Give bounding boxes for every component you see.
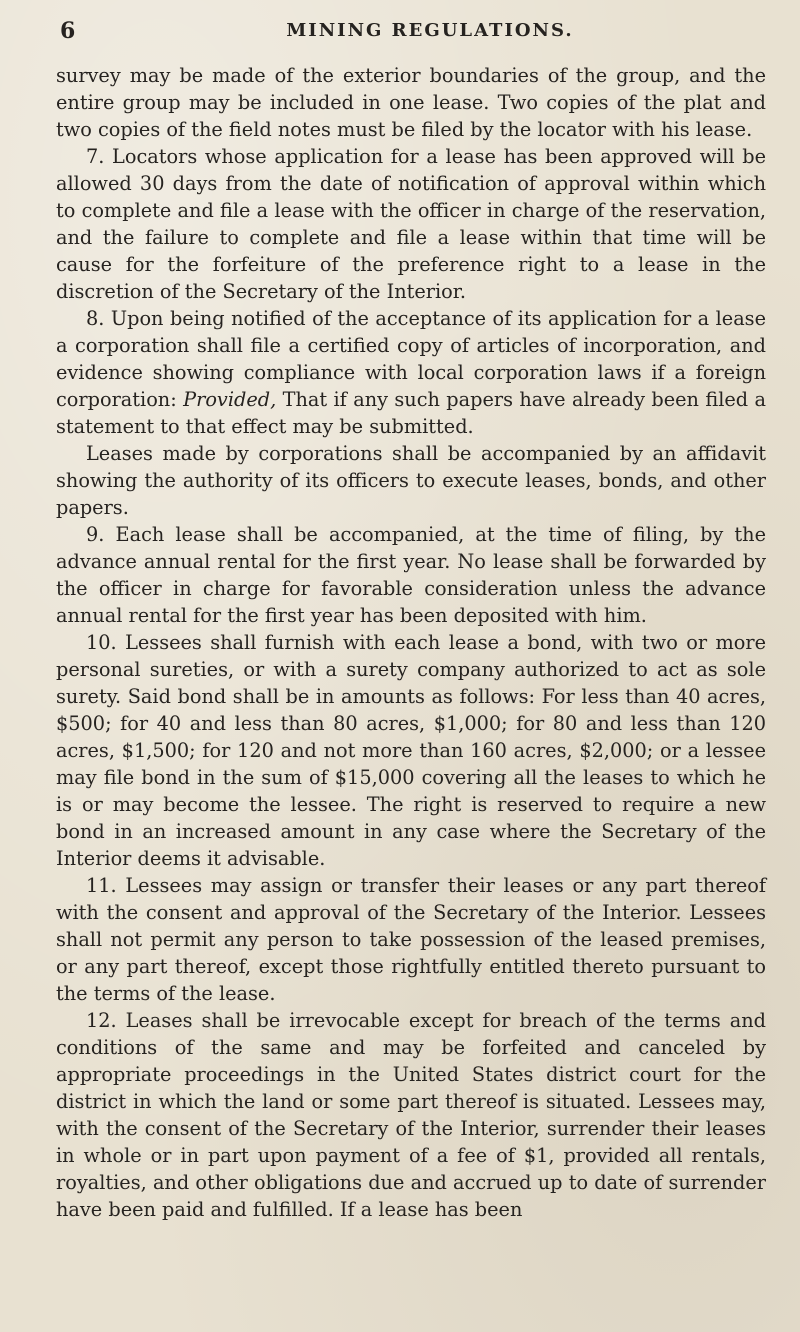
page-header [60, 18, 760, 52]
paragraph-11: 11. Lessees may assign or transfer their leases or any part thereof with the consent and approval of the Secretary of the Interior. Lessees shall not permit any person to take possession of the leased premises, or any part thereof, except those rightfully entitled thereto pursuant to the terms of the lease. [56, 874, 766, 1005]
paragraph-8-text-after: That if any such papers have already been filed a statement to that effect may be submitted. [56, 388, 766, 438]
page-number: 6 [60, 18, 77, 44]
running-title: MINING REGULATIONS. [286, 20, 574, 41]
paragraph-9: 9. Each lease shall be accompanied, at the time of filing, by the advance annual rental for the first year. No lease shall be forwarded by the officer in charge for favorable consideration unless the advance annual rental for the first year has been deposited with him. [56, 523, 766, 627]
body-text [56, 62, 766, 1223]
paragraph-8 [56, 305, 766, 440]
paragraph-8-corporations: Leases made by corporations shall be accompanied by an affidavit showing the authority of its officers to execute leases, bonds, and other papers. [56, 442, 766, 519]
paragraph-7: 7. Locators whose application for a lease has been approved will be allowed 30 days from the date of notification of approval within which to complete and file a lease with the officer in charge of the reservation, and the failure to complete and file a lease within that time will be cause for the forfeiture of the preference right to a lease in the discretion of the Secretary of the Interior. [56, 145, 766, 303]
paragraph-8-text-before: 8. Upon being notified of the acceptance of its application for a lease a corporation shall file a certified copy of articles of incorporation, and evidence showing compliance with local corporation laws if a foreign corporation: [56, 307, 766, 411]
paragraph-12: 12. Leases shall be irrevocable except for breach of the terms and conditions of the same and may be forfeited and canceled by appropriate proceedings in the United States district court for the district in which the land or some part thereof is situated. Lessees may, with the consent of the Secretary of the Interior, surrender their leases in whole or in part upon payment of a fee of $1, provided all rentals, royalties, and other obligations due and accrued up to date of surrender have been paid and fulfilled. If a lease has been [56, 1009, 766, 1221]
paragraph-8-provided: Provided, [183, 388, 277, 411]
paragraph-continuation: survey may be made of the exterior boundaries of the group, and the entire group may be included in one lease. Two copies of the plat and two copies of the field notes must be filed by the locator with his lease. [56, 64, 766, 141]
paragraph-10: 10. Lessees shall furnish with each lease a bond, with two or more personal sureties, or with a surety company authorized to act as sole surety. Said bond shall be in amounts as follows: For less than 40 acres, $500; for 40 and less than 80 acres, $1,000; for 80 and less than 120 acres, $1,500; for 120 and not more than 160 acres, $2,000; or a lessee may file bond in the sum of $15,000 covering all the leases to which he is or may become the lessee. The right is reserved to require a new bond in an increased amount in any case where the Secretary of the Interior deems it advisable. [56, 631, 766, 870]
